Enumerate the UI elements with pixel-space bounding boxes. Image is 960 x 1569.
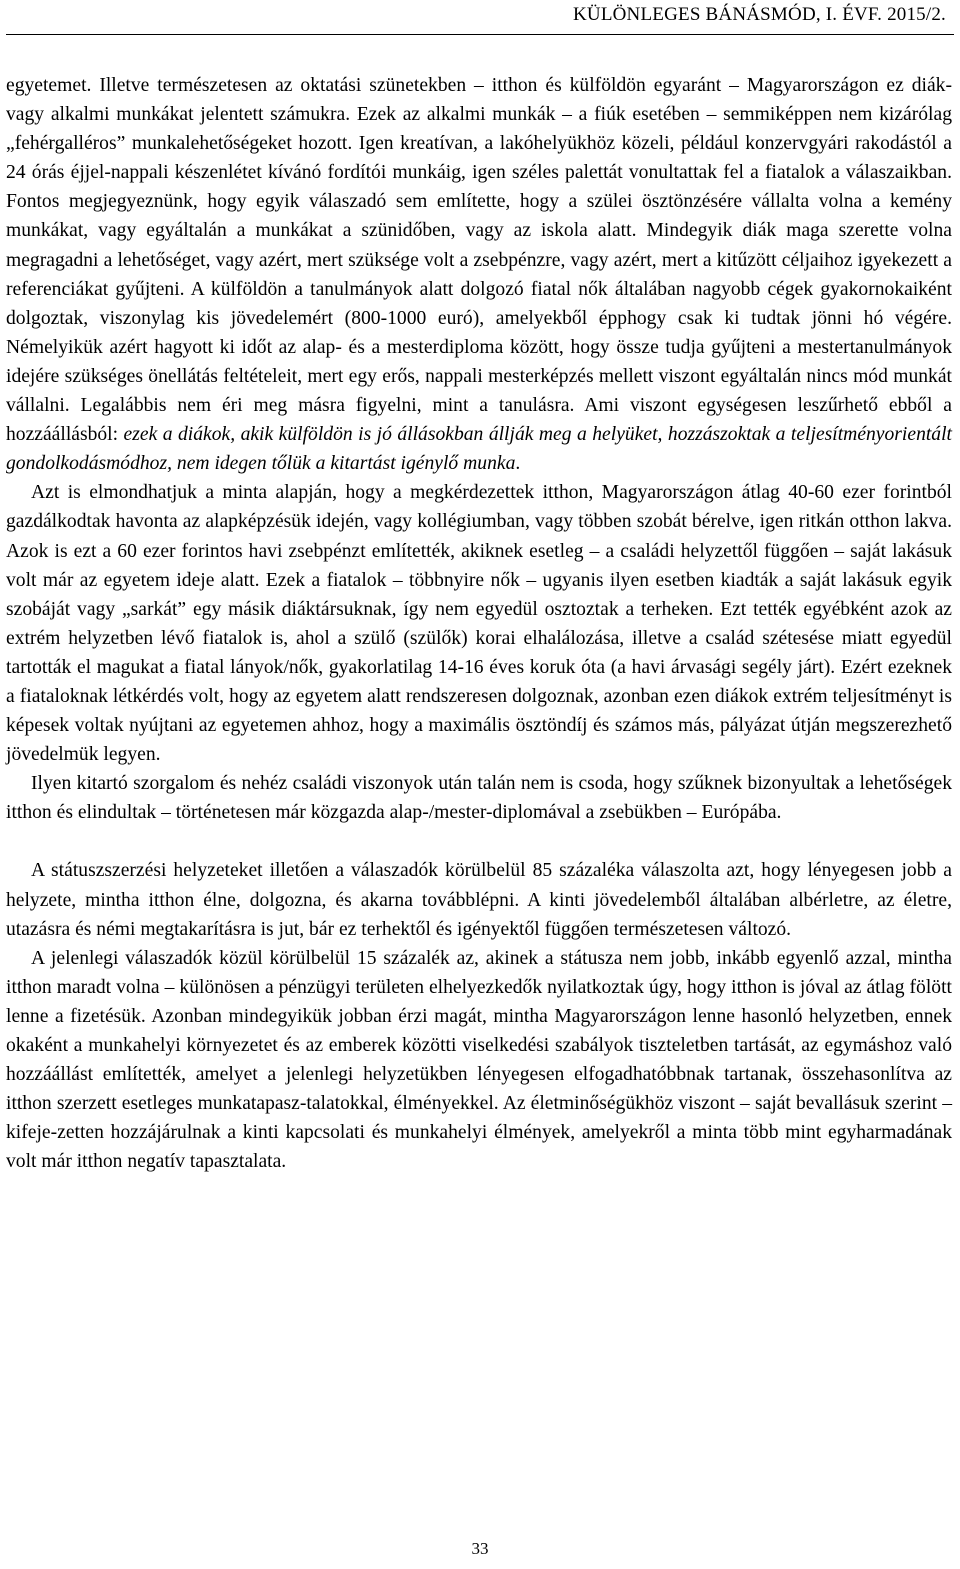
paragraph-4: A státuszszerzési helyzeteket illetően a válaszadók körülbelül 85 százaléka válaszolta azt, hogy lényegesen jobb a helyzete, mintha itthon élne, dolgozna, és akarna továbblépni. A kinti jövedelemből általában albérletre, az életre, utazásra és némi megtakarításra is jut, bár ez terhektől és igényektől függően természetesen változó. [6,860,952,940]
paragraph-gap [6,827,952,856]
running-header: KÜLÖNLEGES BÁNÁSMÓD, I. ÉVF. 2015/2. [572,4,946,25]
article-body [6,71,952,1176]
paragraph-1-end: . [515,453,521,475]
header-rule [6,34,954,35]
paragraph-5: A jelenlegi válaszadók közül körülbelül 15 százalék az, akinek a státusza nem jobb, inkább egyenlő azzal, mintha itthon maradt volna – különösen a pénzügyi területen elhelyezkedők nyilatkoztak úgy, hogy itthon is jóval az átlag fölött lenne a fizetésük. Azonban mindegyikük jobban érzi magát, mintha Magyarországon lenne hasonló helyzetben, ennek okaként a munkahelyi környezetet és az emberek közötti viselkedési szabályok tiszteletben tartását, az egymáshoz való hozzáállást említették, amelyet a jelenlegi helyzetükben lényegesen elfogadhatóbbnak tartanak, összehasonlítva az itthon szerzett esetleges munkatapasz-talatokkal, élményekkel. Az életminőségükhöz viszont – saját bevallásuk szerint – kifeje-zetten hozzájárulnak a kinti kapcsolati és munkahelyi élmények, amelyekről a minta több mint egyharmadának volt már itthon negatív tapasztalata. [6,947,952,1173]
paragraph-3: Ilyen kitartó szorgalom és nehéz családi viszonyok után talán nem is csoda, hogy szűknek bizonyultak a lehetőségek itthon és elindultak – történetesen már közgazda alap-/mester-diplomával a zsebükben – Európába. [6,773,952,824]
paragraph-1-text: egyetemet. Illetve természetesen az oktatási szünetekben – itthon és külföldön egyaránt – Magyarországon ez diák- vagy alkalmi munkákat jelentett számukra. Ezek az alkalmi munkák – a fiúk esetében – semmiképpen nem kizárólag „fehérgalléros” munkalehetőségeket hozott. Igen kreatívan, a lakóhelyükhöz közeli, például konzervgyári rakodástól a 24 órás éjjel-nappali készenlétet kívánó fordítói munkáig, igen széles palettát vonultattak fel a fiatalok a válaszaikban. Fontos megjegyeznünk, hogy egyik válaszadó sem említette, hogy a szülei ösztönzésére vállalta volna a kemény munkákat, vagy egyáltalán a munkákat a szünidőben, vagy az iskola alatt. Mindegyik diák maga szerette volna megragadni a lehetőséget, vagy azért, mert szüksége volt a zsebpénzre, vagy azért, mert a kitűzött céljaihoz igyekezett a referenciákat gyűjteni. A külföldön a tanulmányok alatt dolgozó fiatal nők általában nagyobb cégek gyakornokaiként dolgoztak, viszonylag kis jövedelemért (800-1000 euró), amelyekből épphogy csak ki tudtak jönni hó végére. Némelyikük azért hagyott ki időt az alap- és a mesterdiploma között, hogy össze tudja gyűjteni a mestertanulmányok idejére szükséges önellátás feltételeit, mert egy erős, nappali mesterképzés mellett viszont egyáltalán nincs mód munkát vállalni. Legalábbis nem éri meg másra figyelni, mint a tanulásra. Ami viszont egységesen leszűrhető ebből a hozzáállásból: [6,75,952,446]
page-number: 33 [471,1539,489,1558]
paragraph-1 [6,71,952,478]
paragraph-2: Azt is elmondhatjuk a minta alapján, hogy a megkérdezettek itthon, Magyarországon átlag 40-60 ezer forintból gazdálkodtak havonta az alapképzésük idején, vagy kollégiumban, vagy többen szobát bérelve, igen ritkán otthon lakva. Azok is ezt a 60 ezer forintos havi zsebpénzt említették, akiknek esetleg – a családi helyzettől függően – saját lakásuk volt már az egyetem ideje alatt. Ezek a fiatalok – többnyire nők – ugyanis ilyen esetben kiadták a saját lakásuk egyik szobáját vagy „sarkát” egy másik diáktársuknak, így nem egyedül osztoztak a terheken. Ezt tették egyébként azok az extrém helyzetben lévő fiatalok is, ahol a szülő (szülők) korai elhalálozása, illetve a család szétesése miatt egyedül tartották el magukat a fiatal lányok/nők, gyakorlatilag 14-16 éves koruk óta (a havi árvasági segély járt). Ezért ezeknek a fiataloknak létkérdés volt, hogy az egyetem alatt rendszeresen dolgoznak, azonban ezen diákok extrém teljesítményt is képesek voltak nyújtani az egyetemen ahhoz, hogy a maximális ösztöndíj és számos más, pályázat útján megszerezhető jövedelmük legyen. [6,482,952,766]
paragraph-1-italic-conclusion: ezek a diákok, akik külföldön is jó állásokban állják meg a helyüket, hozzászoktak a teljesítményorientált gondolkodásmódhoz, nem idegen tőlük a kitartást igénylő munka [6,424,952,475]
